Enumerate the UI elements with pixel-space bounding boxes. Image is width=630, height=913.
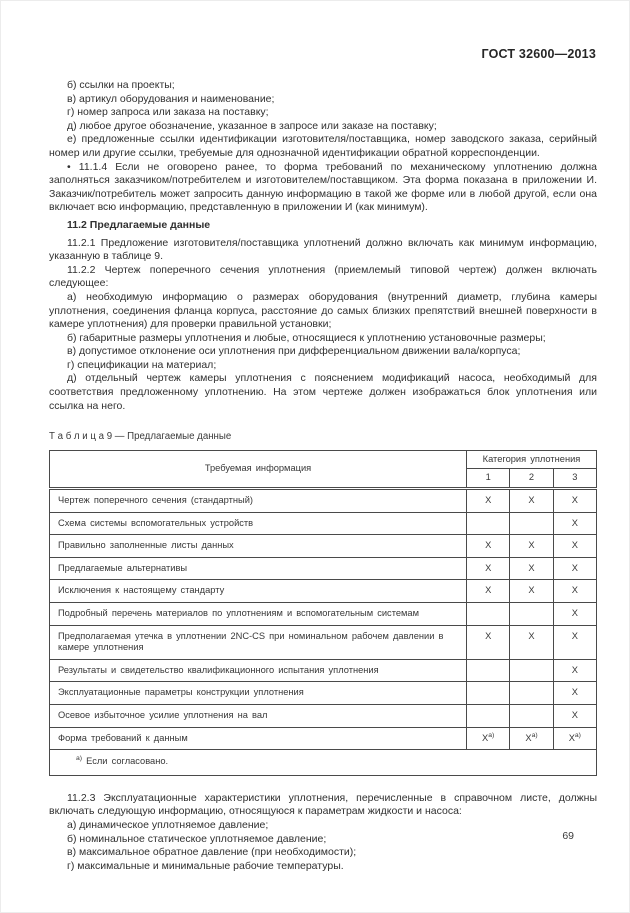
cat3-cell: X (553, 535, 596, 558)
list-item-11-2-2-g: г) спецификации на материал; (67, 358, 217, 371)
list-item-11-2-2-v: в) допустимое отклонение оси уплотнения при дифференциальном движении вала/корпуса; (67, 345, 521, 358)
cat3-cell: X (553, 659, 596, 682)
cat2-cell (510, 603, 553, 626)
cat2-cell (510, 704, 553, 727)
list-item-11-2-2-b: б) габаритные размеры уплотнения и любые, относящиеся к уплотнению установочные размеры; (67, 331, 546, 344)
row-label: Результаты и свидетельство квалификационного испытания уплотнения (50, 659, 467, 682)
column-header-category (467, 450, 597, 469)
table-row (50, 682, 597, 705)
list-item-v: в) артикул оборудования и наименование; (67, 92, 275, 105)
list-item-11-2-3-b: б) номинальное статическое уплотняемое давление; (67, 832, 327, 845)
cat1-cell (467, 512, 510, 535)
table-9 (49, 450, 597, 776)
table-row (50, 603, 597, 626)
paragraph-11-2-3: 11.2.3 Эксплуатационные характеристики уплотнения, перечисленные в справочном листе, должны включать следующую информацию, относящуюся к параметрам жидкости и насоса: (49, 791, 597, 818)
table-caption: Т а б л и ц а 9 — Предлагаемые данные (49, 431, 232, 443)
table-9-header (50, 450, 597, 488)
cat2-cell: X (510, 489, 553, 513)
paragraph-11-2-1: 11.2.1 Предложение изготовителя/поставщика уплотнений должно включать как минимум информацию, указанную в таблице 9. (49, 236, 597, 263)
table-row (50, 512, 597, 535)
row-label: Исключения к настоящему стандарту (50, 580, 467, 603)
cat3-cell (553, 727, 596, 750)
table-row (50, 557, 597, 580)
document-code: ГОСТ 32600—2013 (481, 47, 596, 61)
row-label: Эксплуатационные параметры конструкции уплотнения (50, 682, 467, 705)
x-mark: X (568, 732, 575, 743)
table-row (50, 704, 597, 727)
column-header-cat-1: 1 (467, 469, 510, 489)
column-header-category-label: Категория уплотнения (482, 453, 581, 464)
cat1-cell: X (467, 535, 510, 558)
x-mark: X (525, 732, 532, 743)
cat1-cell (467, 603, 510, 626)
row-label: Правильно заполненные листы данных (50, 535, 467, 558)
column-header-cat-3: 3 (553, 469, 596, 489)
cat1-cell (467, 704, 510, 727)
list-item-e: е) предложенные ссылки идентификации изготовителя/поставщика, номер заводского заказа, серийный номер или другие ссылки, требуемые для однозначной идентификации обратной корреспонденции. (49, 133, 597, 159)
cat1-cell: X (467, 625, 510, 659)
row-label: Осевое избыточное усилие уплотнения на вал (50, 704, 467, 727)
cat2-cell (510, 727, 553, 750)
cat3-cell: X (553, 625, 596, 659)
cat2-cell (510, 512, 553, 535)
cat1-cell: X (467, 489, 510, 513)
row-label: Подробный перечень материалов по уплотнениям и вспомогательным системам (50, 603, 467, 626)
list-item-11-2-2-d: д) отдельный чертеж камеры уплотнения с пояснением модификаций насоса, необходимый для соответствия предложенному уплотнению. На этом чертеже должен изображаться блок уплотнения или ссылка на него. (49, 372, 597, 412)
footnote-text: Если согласовано. (86, 756, 169, 767)
paragraph-11-1-4: • 11.1.4 Если не оговорено ранее, то форма требований по механическому уплотнению должна заполняться заказчиком/потребителем и изготовителем/поставщиком. Эта форма показана в приложении И. Заказчик/потребитель может запросить данную информацию в такой же форме или в любой другой, если она включает всю информацию, представленную в приложении И (как минимум). (49, 160, 597, 214)
row-label: Форма требований к данным (50, 727, 467, 750)
cat2-cell: X (510, 580, 553, 603)
cat2-cell: X (510, 625, 553, 659)
paragraph-11-2-2: 11.2.2 Чертеж поперечного сечения уплотнения (приемлемый типовой чертеж) должен включать следующее: (49, 263, 597, 290)
page-content (49, 79, 597, 873)
cat3-cell: X (553, 512, 596, 535)
row-label: Предполагаемая утечка в уплотнении 2NC-CS при номинальном рабочем давлении в камере уплотнения (50, 625, 467, 659)
table-row (50, 659, 597, 682)
table-row (50, 727, 597, 750)
list-item-11-2-2-a: а) необходимую информацию о размерах оборудования (внутренний диаметр, глубина камеры уплотнения, соединения фланца корпуса, расстояние до самых близких препятствий внешней поверхности в камере уплотнения) для проверки правильной установки; (49, 290, 597, 331)
table-row (50, 625, 597, 659)
column-header-info-label: Требуемая информация (204, 463, 312, 474)
cat1-cell: X (467, 557, 510, 580)
cat3-cell: X (553, 682, 596, 705)
cat1-cell (467, 682, 510, 705)
cat3-cell: X (553, 603, 596, 626)
cat3-cell: X (553, 580, 596, 603)
footnote-ref: а) (488, 731, 495, 739)
list-item-11-2-3-v: в) максимальное обратное давление (при необходимости); (67, 846, 357, 859)
cat3-cell: X (553, 557, 596, 580)
footnote-ref: а) (531, 731, 538, 739)
table-row (50, 580, 597, 603)
footnote-marker: а) (76, 755, 83, 763)
cat1-cell: X (467, 580, 510, 603)
column-header-info (50, 450, 467, 488)
cat2-cell (510, 682, 553, 705)
cat3-cell: X (553, 489, 596, 513)
cat3-cell: X (553, 704, 596, 727)
table-row (50, 489, 597, 513)
column-header-cat-2: 2 (510, 469, 553, 489)
x-mark: X (482, 732, 489, 743)
cat2-cell (510, 659, 553, 682)
table-row (50, 535, 597, 558)
list-item-11-2-3-g: г) максимальные и минимальные рабочие температуры. (67, 859, 344, 872)
heading-11-2: 11.2 Предлагаемые данные (67, 218, 211, 231)
list-item-11-2-3-a: а) динамическое уплотняемое давление; (67, 818, 269, 831)
cat2-cell: X (510, 557, 553, 580)
cat1-cell (467, 727, 510, 750)
page-number: 69 (562, 830, 574, 842)
list-item-d: д) любое другое обозначение, указанное в запросе или заказе на поставку; (67, 119, 437, 132)
row-label: Чертеж поперечного сечения (стандартный) (50, 489, 467, 513)
cat1-cell (467, 659, 510, 682)
cat2-cell: X (510, 535, 553, 558)
footnote-ref: а) (574, 731, 581, 739)
table-footnote-row (50, 750, 597, 776)
row-label: Схема системы вспомогательных устройств (50, 512, 467, 535)
table-footnote (50, 750, 597, 776)
list-item-g: г) номер запроса или заказа на поставку; (67, 106, 269, 119)
row-label: Предлагаемые альтернативы (50, 557, 467, 580)
list-item-b: б) ссылки на проекты; (67, 79, 175, 91)
